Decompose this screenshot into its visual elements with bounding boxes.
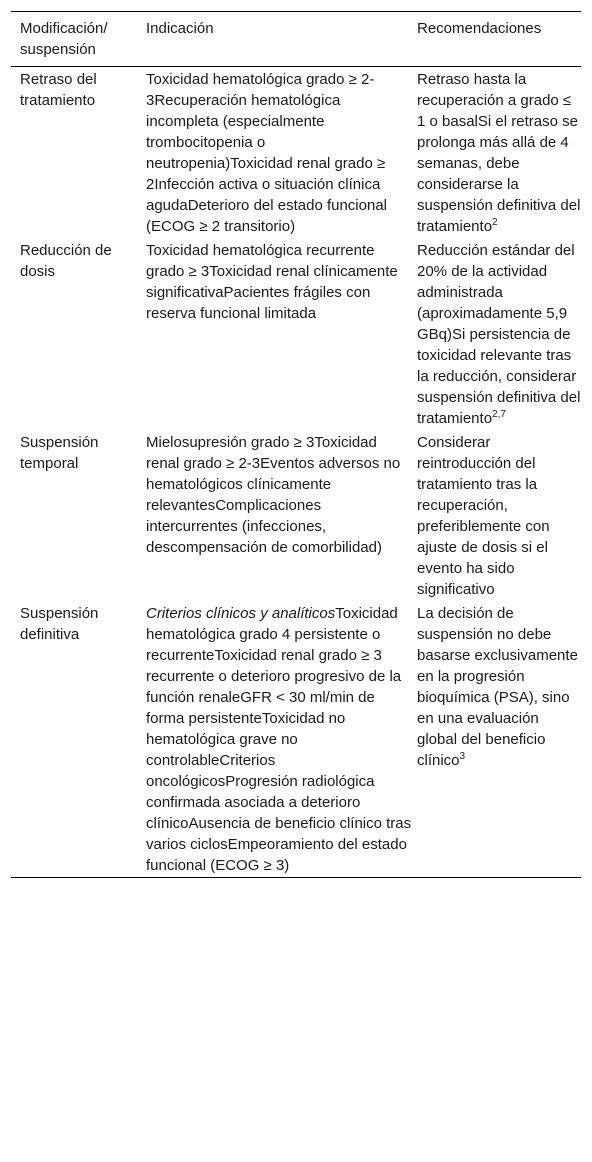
reference-superscript: 2,7 [492, 409, 506, 420]
table-container [11, 11, 581, 878]
recommendation-text: Reducción estándar del 20% de la actividad administrada (aproximadamente 5,9 GBq)Si persistencia de toxicidad relevante tras la reducción, considerar suspensión definitiva del tratamiento [417, 242, 581, 427]
row-label: Suspensión temporal [20, 434, 99, 472]
row-recommendation [417, 430, 581, 601]
indication-text: Mielosupresión grado ≥ 3Toxicidad renal grado ≥ 2-3Eventos adversos no hematológicos clínicamente relevantesComplicaciones intercurrentes (infecciones, descompensación de comorbilidad) [146, 434, 401, 556]
table-row [11, 67, 581, 239]
indication-text: Toxicidad hematológica grado 4 persistente o recurrenteToxicidad renal grado ≥ 3 recurrente o deterioro progresivo de la función renaleGFR < 30 ml/min de forma persistenteToxicidad no hematológica grave no controlableCriterios oncológicosProgresión radiológica confirmada asociada a deterioro clínicoAusencia de beneficio clínico tras varios ciclosEmpeoramiento del estado funcional (ECOG ≥ 3) [146, 605, 412, 874]
recommendation-text: La decisión de suspensión no debe basarse exclusivamente en la progresión bioquímica (PSA), sino en una evaluación global del beneficio clínico [417, 605, 578, 769]
row-indication [146, 67, 417, 239]
indication-text: Toxicidad hematológica recurrente grado ≥ 3Toxicidad renal clínicamente significativaPacientes frágiles con reserva funcional limitada [146, 242, 398, 322]
table-row [11, 601, 581, 878]
indication-heading: Criterios clínicos y analíticos [146, 605, 336, 622]
row-indication [146, 238, 417, 430]
table-header [11, 12, 581, 67]
row-recommendation [417, 67, 581, 239]
row-label: Suspensión definitiva [20, 605, 99, 643]
table-row [11, 238, 581, 430]
recommendation-text: Considerar reintroducción del tratamiento tras la recuperación, preferiblemente con ajuste de dosis si el evento ha sido significativo [417, 434, 550, 598]
reference-superscript: 3 [459, 751, 466, 762]
header-row [11, 12, 581, 67]
row-indication [146, 430, 417, 601]
row-recommendation [417, 238, 581, 430]
header-modificacion: Modificación/ suspensión [20, 20, 108, 58]
reference-superscript: 2 [492, 217, 498, 228]
header-indicacion: Indicación [146, 20, 214, 37]
recommendation-text: Retraso hasta la recuperación a grado ≤ 1 o basalSi el retraso se prolonga más allá de 4 semanas, debe considerarse la suspensión definitiva del tratamiento [417, 71, 581, 235]
row-label: Retraso del tratamiento [20, 71, 97, 109]
row-label: Reducción de dosis [20, 242, 112, 280]
row-indication [146, 601, 417, 878]
indication-text: Toxicidad hematológica grado ≥ 2-3Recuperación hematológica incompleta (especialmente trombocitopenia o neutropenia)Toxicidad renal grado ≥ 2Infección activa o situación clínica agudaDeterioro del estado funcional (ECOG ≥ 2 transitorio) [146, 71, 388, 235]
row-recommendation [417, 601, 581, 878]
table-body [11, 67, 581, 878]
header-recomendaciones: Recomendaciones [417, 20, 542, 37]
recommendations-table [11, 11, 581, 878]
table-row [11, 430, 581, 601]
